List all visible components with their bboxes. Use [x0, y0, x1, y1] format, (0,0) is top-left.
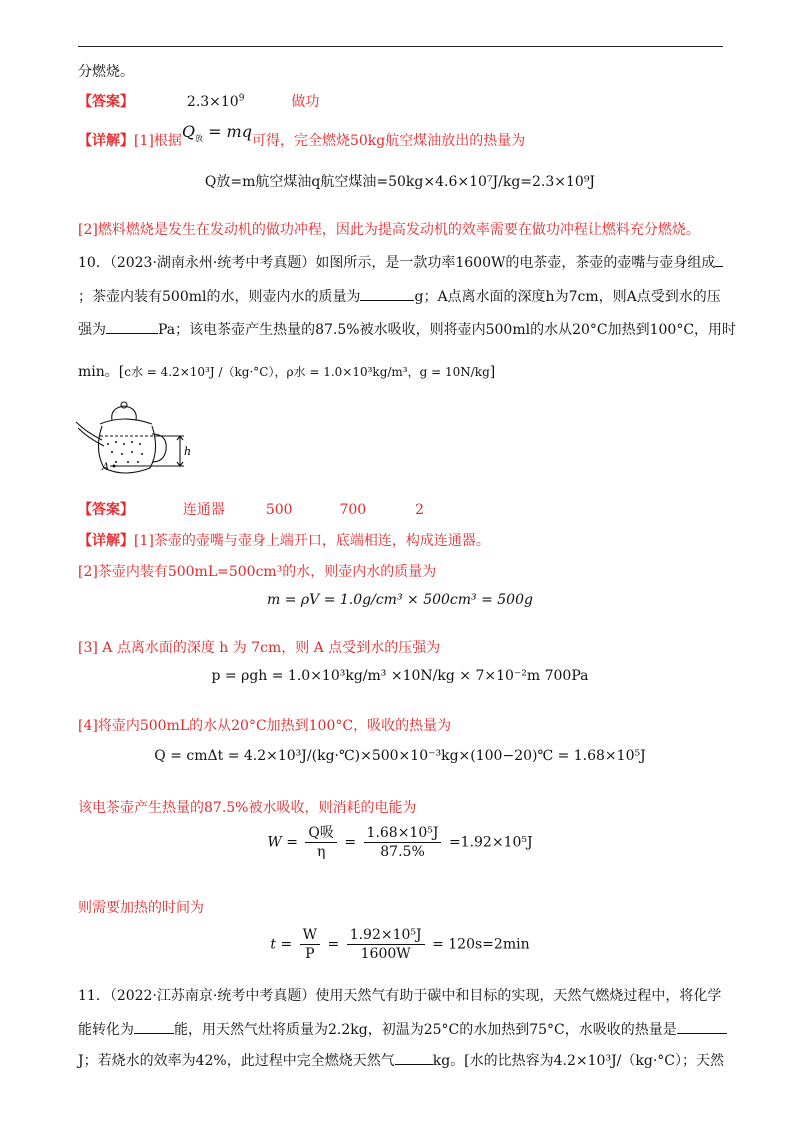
q10-line-4: min。[c水 = 4.2×10³J /（kg·°C），ρ水 = 1.0×10³kg/m³，g = 10N/kg] — [78, 364, 496, 380]
q9-answer — [78, 92, 319, 112]
q10-answer — [78, 500, 424, 520]
q9-answer-1: $2.3\times 10^9$ — [186, 93, 245, 110]
q9-detail-1: 【详解】[1]根据$Q_放$ = mq可得，完全燃烧50kg航空煤油放出的热量为 — [78, 122, 526, 149]
header-rule — [78, 46, 723, 47]
q10-detail-6: 则需要加热的时间为 — [78, 900, 204, 916]
q9-answer-2: 做功 — [291, 94, 320, 110]
q10-detail-5: 该电茶壶产生热量的87.5%被水吸收，则消耗的电能为 — [78, 800, 417, 816]
fig-label-h: h — [184, 445, 192, 458]
teapot-figure — [72, 400, 212, 480]
fraction-values: $\frac{\text{1.92×10⁵J}}{1600W}$ — [347, 926, 425, 963]
fraction-q-eta: $\frac{\text{Q吸}}{\eta}$ — [305, 824, 336, 861]
q10-detail-1: 【详解】[1]茶壶的壶嘴与壶身上端开口，底端相连，构成连通器。 — [78, 533, 490, 549]
formula-q-mq: $Q_放$ = mq — [181, 122, 252, 144]
q10-line-1: 10．（2023·湖南永州·统考中考真题）如图所示，是一款功率1600W的电茶壶，茶壶的壶嘴与壶身组成 — [78, 251, 723, 273]
q11-line-2: 能转化为 能，用天然气灶将质量为2.2kg，初温为25°C的水加热到75°C，水吸收的热量是 — [78, 1018, 727, 1040]
q10-detail-2: [2]茶壶内装有500mL=500cm³的水，则壶内水的质量为 — [78, 564, 437, 580]
fraction-values: $\frac{\text{1.68×10⁵J}}{87.5\%}$ — [364, 824, 442, 861]
q10-equation-2: m = ρV = 1.0g/cm³ × 500cm³ = 500g — [267, 592, 533, 608]
continued-text: 分燃烧。 — [78, 64, 134, 80]
q10-equation-5: W = $\frac{\text{Q吸}}{\eta}$ = $\frac{\text{1.68×10⁵J}}{87.5\%}$ =1.92×10⁵J — [267, 825, 533, 860]
fig-label-a: A — [102, 462, 110, 473]
q10-answer-2: 500 — [265, 502, 293, 518]
q10-answer-3: 700 — [339, 502, 367, 518]
fraction-w-p: $\frac{W}{P}$ — [300, 926, 320, 963]
q10-detail-4: [4]将壶内500mL的水从20°C加热到100°C，吸收的热量为 — [78, 718, 452, 734]
q10-equation-6: t = $\frac{W}{P}$ = $\frac{\text{1.92×10⁵J}}{1600W}$ = 120s=2min — [270, 927, 530, 962]
q10-equation-3: p = ρgh = 1.0×10³kg/m³ ×10N/kg × 7×10⁻²m 700Pa — [211, 668, 589, 684]
q10-equation-4: Q = cmΔt = 4.2×10³J/(kg·℃)×500×10⁻³kg×(100−20)℃ = 1.68×10⁵J — [154, 748, 646, 764]
q11-line-3: J；若烧水的效率为42%，此过程中完全燃烧天然气 kg。[水的比热容为4.2×10³J/（kg·°C）；天然 — [78, 1049, 724, 1071]
q10-answer-4: 2 — [415, 502, 425, 518]
q10-detail-3: [3] A 点离水面的深度 h 为 7cm，则 A 点受到水的压强为 — [78, 640, 441, 656]
answer-label: 【答案】 — [78, 502, 134, 518]
q10-answer-1: 连通器 — [182, 502, 225, 518]
q11-line-1: 11．（2022·江苏南京·统考中考真题）使用天然气有助于碳中和目标的实现，天然气燃烧过程中，将化学 — [78, 988, 722, 1004]
q9-equation: Q放=m航空煤油q航空煤油=50kg×4.6×10⁷J/kg=2.3×10⁹J — [204, 174, 596, 190]
q9-detail-2: [2]燃料燃烧是发生在发动机的做功冲程，因此为提高发动机的效率需要在做功冲程让燃料充分燃烧。 — [78, 222, 700, 238]
q10-line-3: 强为 Pa；该电茶壶产生热量的87.5%被水吸收，则将壶内500ml的水从20°C加热到100°C，用时 — [78, 318, 736, 340]
detail-label: 【详解】 — [78, 133, 134, 149]
answer-label: 【答案】 — [78, 94, 134, 110]
q10-line-2: ；茶壶内装有500ml的水，则壶内水的质量为 g；A点离水面的深度h为7cm，则A点受到水的压 — [78, 285, 721, 307]
